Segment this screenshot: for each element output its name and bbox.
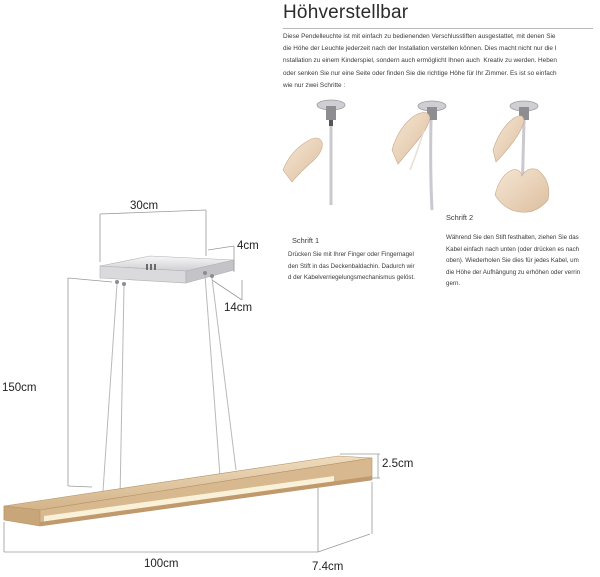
finger-icon bbox=[493, 116, 524, 162]
step3-illustration bbox=[493, 101, 549, 212]
step2-description: Während Sie den Stift festhalten, ziehen Sie das Kabel einfach nach unten (oder drücken es nach oben). Wiederholen Sie dies für jedes Kabel, um die Höhe der Aufhängung zu erhöhen oder verrin gern. bbox=[446, 234, 581, 288]
step1-description: Drücken Sie mit Ihrer Finger oder Fingernagel den Stift in das Deckenbaldachin. Dadurch wir d der Kabelverriegelungsmechanismus gelöst. bbox=[288, 251, 415, 282]
bar-length-dimension bbox=[4, 522, 318, 552]
cable-length-label: 150cm bbox=[2, 382, 37, 394]
ceiling-fixture-icon bbox=[510, 101, 538, 120]
canopy-depth-dimension bbox=[212, 280, 242, 300]
step2-illustration bbox=[392, 101, 446, 210]
step1-label: Schrift 1 bbox=[292, 236, 320, 245]
canopy-depth-label: 14cm bbox=[224, 302, 253, 314]
ceiling-fixture-icon bbox=[317, 100, 345, 126]
bar-depth-label: 7.4cm bbox=[312, 561, 344, 573]
bar-thickness-label: 2.5cm bbox=[382, 458, 414, 470]
step2-label: Schrift 2 bbox=[446, 213, 474, 222]
page-title: Höhverstellbar bbox=[283, 2, 409, 23]
finger-icon bbox=[283, 138, 322, 182]
step1-illustration bbox=[283, 100, 345, 205]
intro-paragraph: Diese Pendelleuchte ist mit einfach zu bedienenden Verschlusstiften ausgestattet, mit denen Sie die Höhe der Leuchte jederzeit nach der Installation verstellen können. Dies macht nicht nur die I nstallation zu einem Kinderspiel, sondern auch ermöglicht Ihnen auch Kreativ zu werden. Heben oder senken Sie nur eine Seite oder finden Sie die richtige Höhe für Ihr Zimmer. Es ist so einfach wie nur zwei Schritte : bbox=[283, 33, 557, 89]
canopy-height-label: 4cm bbox=[237, 240, 259, 252]
suspension-cables bbox=[102, 275, 236, 506]
canopy-width-label: 30cm bbox=[130, 200, 159, 212]
bar-length-label: 100cm bbox=[144, 558, 179, 570]
wooden-light-bar bbox=[4, 456, 372, 526]
finger-icon bbox=[392, 112, 430, 164]
canopy-width-dimension bbox=[100, 210, 206, 262]
cable-icon bbox=[431, 120, 432, 210]
bar-depth-dimension bbox=[318, 482, 372, 552]
hand-icon bbox=[495, 169, 549, 212]
